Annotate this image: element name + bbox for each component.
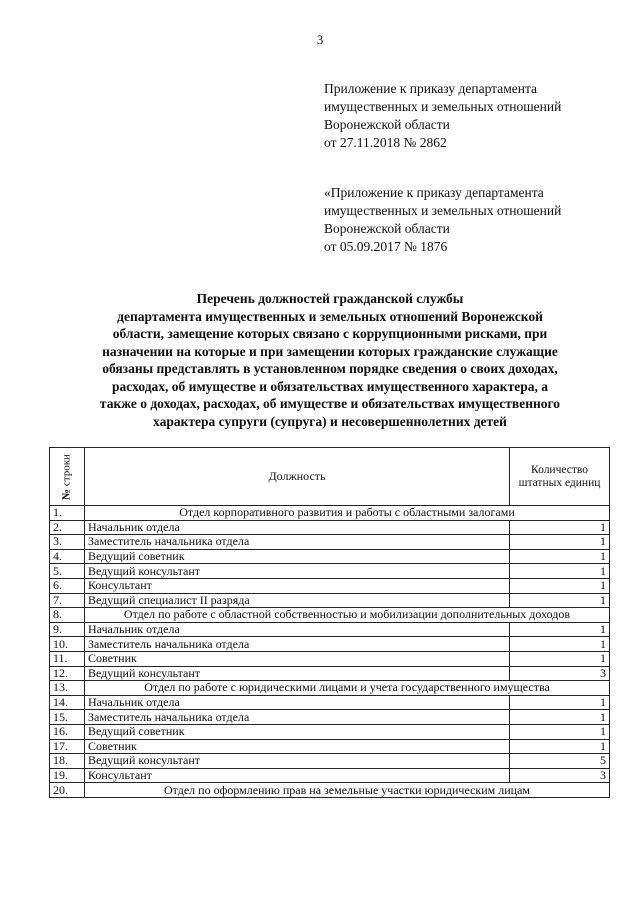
title-line: расходах, об имуществе и обязательствах имущественного характера, а (112, 378, 548, 394)
staff-count: 1 (510, 710, 610, 725)
count-header: Количество штатных единиц (510, 448, 610, 506)
row-number: 17. (50, 739, 85, 754)
appendix-current-order (324, 80, 624, 152)
table-row (50, 593, 610, 608)
appendix-line: от 27.11.2018 № 2862 (324, 135, 447, 150)
position-name: Советник (85, 651, 510, 666)
position-name: Начальник отдела (85, 520, 510, 535)
staff-count: 1 (510, 651, 610, 666)
table-row (50, 622, 610, 637)
position-name: Ведущий специалист II разряда (85, 593, 510, 608)
appendix-line: Приложение к приказу департамента (324, 81, 538, 96)
department-name: Отдел по работе с юридическими лицами и учета государственного имущества (85, 681, 610, 696)
table-body (50, 506, 610, 798)
row-number: 19. (50, 768, 85, 783)
position-name: Заместитель начальника отдела (85, 710, 510, 725)
document-title (40, 290, 620, 430)
row-number: 5. (50, 564, 85, 579)
table-row (50, 754, 610, 769)
row-number: 1. (50, 506, 85, 521)
table-row (50, 651, 610, 666)
table-row (50, 520, 610, 535)
table-row (50, 666, 610, 681)
position-name: Консультант (85, 768, 510, 783)
table-row (50, 564, 610, 579)
position-name: Советник (85, 739, 510, 754)
table-row (50, 724, 610, 739)
row-number: 15. (50, 710, 85, 725)
row-number: 12. (50, 666, 85, 681)
row-number: 18. (50, 754, 85, 769)
staff-count: 1 (510, 695, 610, 710)
table-header-row (50, 448, 610, 506)
table-row (50, 506, 610, 521)
position-name: Начальник отдела (85, 695, 510, 710)
table-row (50, 768, 610, 783)
department-name: Отдел корпоративного развития и работы с областными залогами (85, 506, 610, 521)
appendix-original-order (324, 184, 624, 256)
department-name: Отдел по работе с областной собственностью и мобилизации дополнительных доходов (85, 608, 610, 623)
appendix-line: Воронежской области (324, 221, 450, 236)
title-line: обязаны представлять в установленном порядке сведения о своих доходах, (102, 361, 558, 376)
title-line: также о доходах, расходах, об имуществе и обязательствах имущественного (99, 396, 561, 411)
row-number: 11. (50, 651, 85, 666)
position-name: Ведущий консультант (85, 564, 510, 579)
title-line: назначении на которые и при замещении которых гражданские служащие (102, 343, 558, 359)
position-name: Заместитель начальника отдела (85, 535, 510, 550)
appendix-line: имущественных и земельных отношений (324, 203, 562, 218)
row-number-header (50, 448, 85, 506)
appendix-line: «Приложение к приказу департамента (324, 185, 544, 200)
position-name: Консультант (85, 578, 510, 593)
appendix-line: от 05.09.2017 № 1876 (324, 239, 448, 254)
table-row (50, 535, 610, 550)
positions-table (49, 447, 610, 798)
staff-count: 1 (510, 520, 610, 535)
row-number: 8. (50, 608, 85, 623)
appendix-line: Воронежской области (324, 117, 450, 132)
row-number: 13. (50, 681, 85, 696)
position-name: Ведущий консультант (85, 666, 510, 681)
table-row (50, 578, 610, 593)
table-row (50, 637, 610, 652)
staff-count: 3 (510, 666, 610, 681)
staff-count: 3 (510, 768, 610, 783)
staff-count: 1 (510, 637, 610, 652)
row-number: 7. (50, 593, 85, 608)
table-row (50, 695, 610, 710)
staff-count: 1 (510, 622, 610, 637)
row-number: 6. (50, 578, 85, 593)
title-line: области, замещение которых связано с коррупционными рисками, при (112, 326, 548, 341)
staff-count: 1 (510, 564, 610, 579)
staff-count: 1 (510, 549, 610, 564)
staff-count: 1 (510, 724, 610, 739)
staff-count: 1 (510, 593, 610, 608)
row-number-header-label: строки (60, 453, 73, 486)
position-header: Должность (85, 448, 510, 506)
position-name: Ведущий консультант (85, 754, 510, 769)
position-name: Ведущий советник (85, 724, 510, 739)
table-row (50, 710, 610, 725)
title-line: характера супруги (супруга) и несовершеннолетних детей (153, 413, 507, 429)
appendix-line: имущественных и земельных отношений (324, 99, 562, 114)
row-number: 14. (50, 695, 85, 710)
position-name: Заместитель начальника отдела (85, 637, 510, 652)
table-row (50, 549, 610, 564)
row-number: 20. (50, 783, 85, 798)
row-number: 9. (50, 622, 85, 637)
row-number: 4. (50, 549, 85, 564)
number-sign: № (60, 488, 73, 500)
staff-count: 1 (510, 739, 610, 754)
row-number: 16. (50, 724, 85, 739)
staff-count: 5 (510, 754, 610, 769)
table-row (50, 783, 610, 798)
title-line: Перечень должностей гражданской службы (196, 291, 464, 306)
staff-count: 1 (510, 535, 610, 550)
position-name: Ведущий советник (85, 549, 510, 564)
title-line: департамента имущественных и земельных отношений Воронежской (117, 308, 543, 324)
row-number: 10. (50, 637, 85, 652)
department-name: Отдел по оформлению прав на земельные участки юридическим лицам (85, 783, 610, 798)
page-number: 3 (316, 32, 324, 47)
position-name: Начальник отдела (85, 622, 510, 637)
staff-count: 1 (510, 578, 610, 593)
table-row (50, 739, 610, 754)
table-row (50, 608, 610, 623)
table-row (50, 681, 610, 696)
row-number: 3. (50, 535, 85, 550)
row-number: 2. (50, 520, 85, 535)
